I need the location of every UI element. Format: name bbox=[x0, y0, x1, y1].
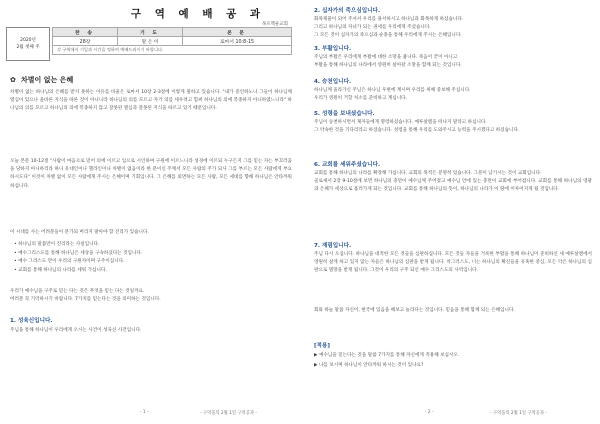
page-number: - 1 - bbox=[140, 410, 149, 415]
section-heading-4: 4. 승천입니다. bbox=[314, 79, 352, 85]
worship-info-table bbox=[52, 27, 292, 55]
section-heading-1: 1. 성육신입니다. bbox=[10, 318, 53, 324]
flower-icon: ✿ bbox=[10, 76, 16, 84]
list-item: • 교회를 통해 하나님의 나라를 세워 가십니다. bbox=[14, 267, 107, 273]
section-text-6: 교회를 통해 하나님의 나라를 확장해 가십니다. 교회의 목적은 분명히 있습니다. 그분이 남기시는 것이 교회입니다. 골로새서 2장 9-10절에 보면 하나님의 충만이 예수님께 주어졌고 예수님 안에 있는 충만이 교회에 부어집니다. 교회를 통해 하나님의 영광과 은혜가 세상으로 흘러가게 되는 것입니다. 교회를 통해 하나님의 뜻이, 하나님의 나라가 이 땅에 이루어지게 될 것입니다. bbox=[314, 171, 592, 193]
truth-list bbox=[14, 241, 292, 275]
paragraph-1: 차별이 없는 하나님의 은혜를 받지 못하는 이유를 바울은 로마서 10장 2-3절에 이렇게 말하고 있습니다. "내가 증언하노니 그들이 하나님께 열심이 있으나 올바른 지식을 따른 것이 아니니라 하나님의 의를 모르고 자기 의를 세우려고 힘써 하나님의 의에 복종하지 아니하였느니라" 하나님의 의를 모르고 하나님의 의에 복종하지 않고 잘못된 열심과 잘못된 지식을 따르고 있기 때문입니다. bbox=[10, 90, 292, 112]
sermon-heading-text: 차별이 없는 은혜 bbox=[21, 76, 74, 84]
footer-text: - 구역을의 2월 1일 구역공과 - bbox=[490, 411, 547, 416]
header-prayer: 기 도 bbox=[118, 28, 183, 37]
page-number: - 2 - bbox=[425, 410, 434, 415]
section-heading-2: 2. 십자가의 죽으심입니다. bbox=[314, 8, 381, 14]
application-item-1: ▶ 예수님을 믿는다는 것을 말씀 7가지를 통해 자신에게 적용해 보십시오. bbox=[314, 353, 460, 358]
section-heading-5: 5. 성령을 보내셨습니다. bbox=[314, 111, 375, 117]
hymn-value: 28장 bbox=[53, 37, 118, 46]
paragraph-4: 우리가 예수님을 구주로 믿는 다는 것은 무엇을 믿는 다는 것일까요. 여러분 꼭 기억하시기 바랍니다. 7가지를 믿는다는 것을 의미하는 것입니다. bbox=[10, 289, 161, 303]
paragraph-2: 오늘 본문 10-12절 "사람이 마음으로 믿어 의에 이르고 입으로 시인하여 구원에 이르느니라 성경에 이르되 누구든지 그를 믿는 자는 부끄러움을 당하지 아니하리라 하니 유대인이나 헬라인이나 차별이 없음이라 한 분이신 주께서 모든 사람의 주가 되사 그를 부르는 모든 사람에게 부요하시도다" 이것이 차별 없이 모든 사람에게 주시는 은혜이며 기회입니다. 그 은혜를 외면하는 모든 사람, 모든 세대를 향해 하나님은 안타까워하십니다. bbox=[10, 159, 292, 189]
list-item: • 예수그리스도를 통해 하나님은 세상을 구속하셨다는 것입니다. bbox=[14, 250, 143, 256]
application-item-2: ▶ 나를 보시며 하나님이 안타까워 하시는 것이 있나요? bbox=[314, 363, 424, 368]
header-scripture: 본 문 bbox=[183, 28, 292, 37]
prayer-value: 말 은 이 bbox=[118, 37, 183, 46]
table-note: 각 구역에서 기일과 시간을 정하여 예배드리시기 바랍니다. bbox=[53, 46, 292, 55]
section-heading-3: 3. 부활입니다. bbox=[314, 46, 352, 52]
section-heading-7: 7. 재림입니다. bbox=[314, 243, 352, 249]
section-text-5: 주님이 승천하시면서 제자들에게 명령하셨습니다. 예루살렘을 떠나지 말라고 하십니다. 그 약속한 것을 기다리라고 하셨습니다. 성령을 통해 우리를 도와주시고 능력을 주시겠다고 하셨습니다. bbox=[314, 120, 520, 134]
right-page bbox=[300, 0, 600, 424]
section-text-7b: 회와 하늘 말씀 자신이, 현국에 있음을 해보고 놀라다는 것입니다. 믿음을 통해 함께 되는 은혜입니다. bbox=[314, 308, 515, 313]
church-name: 목포백운교회 bbox=[261, 22, 288, 27]
section-text-1: 주님을 통해 하나님이 우리에게 오시는 사건이 성육신 사건입니다. bbox=[10, 328, 142, 333]
section-heading-6: 6. 교회를 세워주셨습니다. bbox=[314, 162, 381, 168]
paragraph-3: 이 시대를 사는 어려분들이 분가되 버리지 말아야 할 진리가 있습니다. bbox=[10, 230, 149, 235]
footer-text: - 구역을의 2월 1일 구역공과 - bbox=[200, 411, 257, 416]
section-text-4: 하나님께 올라가신 주님은 하나님 우편에 계시며 우리를 위해 중보해 주십니다. 우리가 영원히 거할 처소를 준비하고 계십니다. bbox=[314, 88, 471, 102]
list-item: • 예수 그리스도 만이 우리의 구원자이며 구주이십니다. bbox=[14, 259, 125, 265]
list-item: • 하나님의 말씀만이 진리라는 사실입니다. bbox=[14, 242, 100, 247]
header-hymn: 찬 송 bbox=[53, 28, 118, 37]
sermon-heading bbox=[10, 75, 73, 85]
date-week: 2월 첫째 주 bbox=[16, 45, 40, 50]
page-title: 구 역 예 배 공 과 bbox=[130, 8, 266, 20]
application-heading: [적용] bbox=[314, 343, 330, 349]
section-text-7: 주님 다시 오십니다. 하나님을 대적한 모든 것들을 심판하십니다. 모든 것들 자들을 거룩한 부활을 통해 하나님이 준비하신 새 예루살렘에서 영원히 살게 하고 있지 않는 자들은 하나님의 심판을 받게 됩니다. 착그러스도, 너는 하나님의 확신들을 유혹한 중심, 모든 악은 하나님의 심판으로 멸망을 받게 됩니다. 그것이 우리의 구주 되신 예수 그리스도의 사역입니다. bbox=[314, 252, 592, 274]
date-box bbox=[6, 27, 50, 61]
section-text-2: 화목제물이 되어 주셔서 우리를 용서하시고 하나님과 화목하게 하셨습니다. 그리고 하나님의 자녀가 되는 권세를 우리에게 주셨습니다. 그 모든 것이 십자가의 죽으심과 순종을 통해 우리에게 주시는 은혜입니다. bbox=[314, 17, 464, 39]
date-year: 2020년 bbox=[20, 38, 36, 43]
section-text-3: 주님의 부활은 우리에게 부활에 대한 소망을 줍니다. 죽음이 끝이 아니고 부활을 통해 하나님의 나라에서 영원히 살아갈 소망을 함께 되는 것입니다. bbox=[314, 55, 462, 69]
scripture-value: 로마서 10:8-15 bbox=[183, 37, 292, 46]
